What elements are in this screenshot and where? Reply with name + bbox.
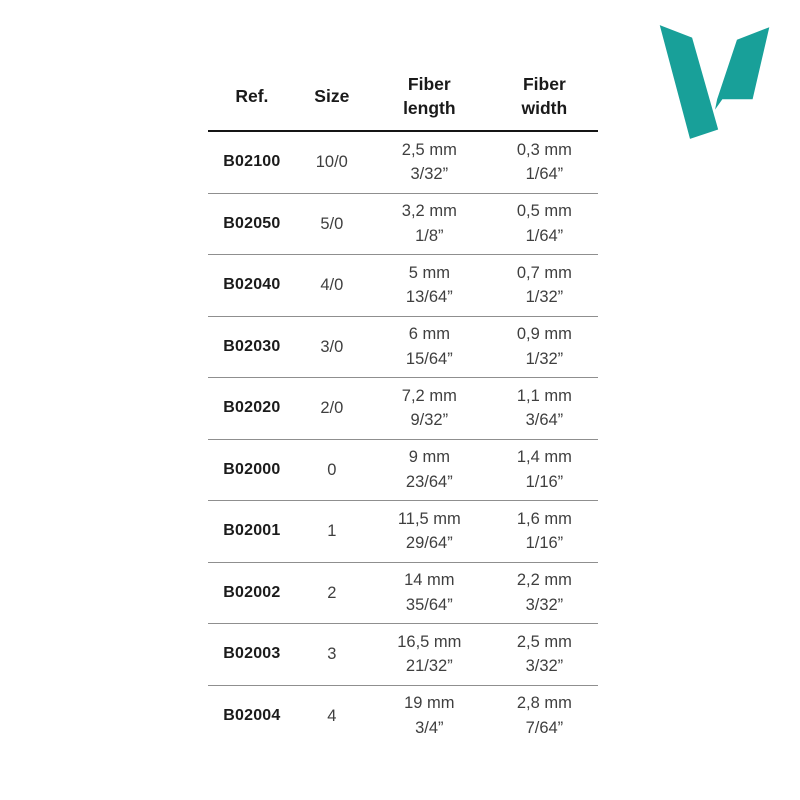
table-row [208,193,598,255]
table-row [208,255,598,317]
table-row [208,316,598,378]
size-cell: 1 [296,501,368,563]
size-cell: 5/0 [296,193,368,255]
fiber-width-mm: 0,9 mm [516,325,572,344]
fiber-width-inches: 3/32” [525,595,564,614]
fiber-width-mm: 2,2 mm [516,571,572,590]
ref-cell: B02002 [208,562,296,624]
fiber-width-cell [491,685,598,746]
ref-cell: B02030 [208,316,296,378]
table-row [208,501,598,563]
fiber-length-cell [368,316,491,378]
fiber-width-mm: 2,5 mm [516,632,572,651]
table-row [208,562,598,624]
fiber-length-mm: 6 mm [408,325,450,344]
table-row [208,624,598,686]
fiber-length-inches: 15/64” [405,349,453,368]
ref-cell: B02001 [208,501,296,563]
fiber-width-cell [491,316,598,378]
fiber-length-inches: 3/32” [410,165,449,184]
ref-cell: B02004 [223,706,281,724]
column-header-ref-label: Ref. [235,86,269,106]
fiber-width-inches: 3/64” [525,411,564,430]
fiber-length-mm: 3,2 mm [401,202,457,221]
fiber-length-mm: 5 mm [408,263,450,282]
fiber-width-cell [491,501,598,563]
fiber-length-cell [368,439,491,501]
fiber-width-mm: 2,8 mm [516,694,572,713]
spec-table [208,64,598,746]
table-row [208,685,598,746]
fiber-width-cell [491,131,598,193]
fiber-length-cell [368,501,491,563]
fiber-width-mm: 0,5 mm [516,202,572,221]
table-row [208,439,598,501]
fiber-width-mm: 1,4 mm [516,448,572,467]
fiber-width-cell [491,378,598,440]
v-logo-left-stroke [660,25,718,139]
fiber-length-cell [368,255,491,317]
fiber-length-mm: 19 mm [404,694,455,713]
ref-cell: B02040 [208,255,296,317]
fiber-length-inches: 29/64” [405,534,453,553]
column-header-size-label: Size [314,86,350,106]
v-logo-right-stroke [715,27,769,109]
fiber-length-inches: 13/64” [405,288,453,307]
fiber-width-cell [491,624,598,686]
fiber-length-mm: 16,5 mm [397,632,462,651]
v-logo-icon [656,22,772,142]
column-header-fiber-width [491,64,598,131]
ref-cell: B02050 [208,193,296,255]
column-header-fiber-length-line1: Fiber [407,74,451,94]
size-cell: 4/0 [296,255,368,317]
fiber-width-cell [491,562,598,624]
size-cell: 2 [296,562,368,624]
spec-table-container [208,64,598,746]
fiber-length-cell [368,562,491,624]
fiber-width-inches: 1/64” [525,226,564,245]
table-row [208,378,598,440]
fiber-length-inches: 35/64” [405,595,453,614]
fiber-length-cell [368,193,491,255]
fiber-length-mm: 11,5 mm [397,509,461,528]
fiber-width-cell [491,193,598,255]
table-row [208,131,598,193]
size-cell: 4 [327,706,337,725]
size-cell: 3 [296,624,368,686]
size-cell: 10/0 [296,131,368,193]
fiber-length-cell [368,131,491,193]
size-cell: 3/0 [296,316,368,378]
fiber-width-inches: 7/64” [525,718,564,737]
fiber-width-mm: 0,3 mm [516,140,572,159]
size-cell: 2/0 [296,378,368,440]
fiber-length-mm: 14 mm [404,571,455,590]
fiber-width-mm: 1,1 mm [516,386,572,405]
fiber-width-cell [491,255,598,317]
v-logo-shapes [660,25,770,139]
fiber-length-mm: 2,5 mm [401,140,457,159]
column-header-size [296,64,368,131]
fiber-length-mm: 9 mm [408,448,450,467]
fiber-length-inches: 21/32” [405,657,453,676]
fiber-width-inches: 1/16” [525,534,564,553]
fiber-width-inches: 1/64” [525,165,564,184]
fiber-width-inches: 3/32” [525,657,564,676]
fiber-width-cell [491,439,598,501]
fiber-length-inches: 1/8” [415,226,444,245]
fiber-length-inches: 23/64” [405,472,453,491]
fiber-width-mm: 0,7 mm [516,263,572,282]
fiber-width-mm: 1,6 mm [516,509,572,528]
column-header-fiber-width-line1: Fiber [522,74,566,94]
fiber-length-cell [368,624,491,686]
fiber-length-cell [368,685,491,746]
ref-cell: B02100 [208,131,296,193]
fiber-width-inches: 1/32” [525,288,564,307]
size-cell: 0 [296,439,368,501]
ref-cell: B02003 [208,624,296,686]
column-header-fiber-width-line2: width [521,98,568,118]
column-header-fiber-length [368,64,491,131]
ref-cell: B02000 [208,439,296,501]
spec-table-header [208,64,598,131]
fiber-length-inches: 3/4” [415,718,444,737]
column-header-fiber-length-line2: length [403,98,456,118]
fiber-width-inches: 1/32” [525,349,564,368]
fiber-length-cell [368,378,491,440]
fiber-length-inches: 9/32” [410,411,449,430]
fiber-width-inches: 1/16” [525,472,564,491]
column-header-ref [208,64,296,131]
ref-cell: B02020 [208,378,296,440]
fiber-length-mm: 7,2 mm [401,386,457,405]
spec-table-body [208,131,598,746]
